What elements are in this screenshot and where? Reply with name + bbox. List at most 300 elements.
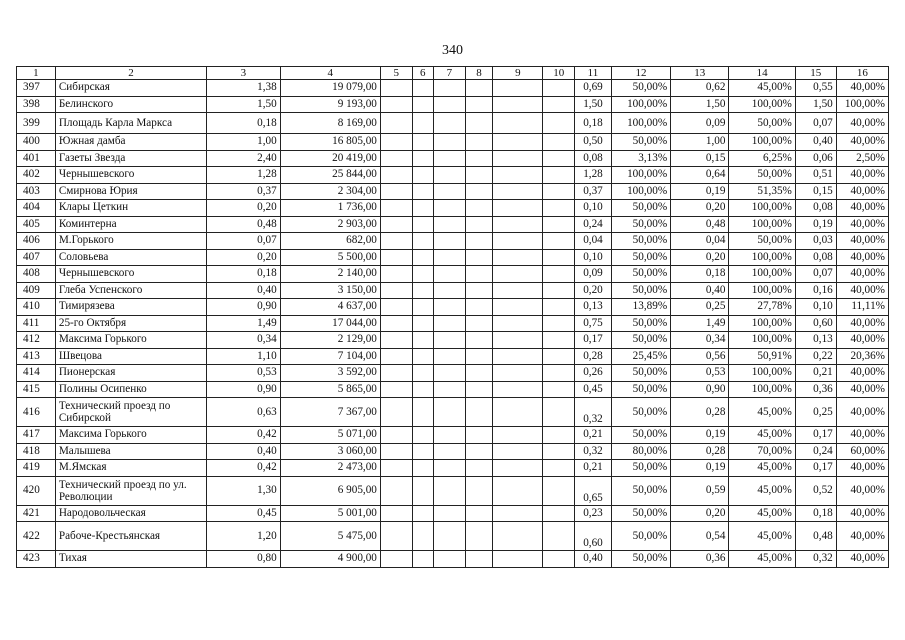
col-10-cell xyxy=(543,332,575,349)
col-14-cell: 100,00% xyxy=(729,332,795,349)
col-5-cell xyxy=(380,365,412,382)
col-5-cell xyxy=(380,381,412,398)
col-13-cell: 0,20 xyxy=(671,505,729,522)
col-6-cell xyxy=(412,348,433,365)
col-6-cell xyxy=(412,332,433,349)
col-3-cell: 0,18 xyxy=(207,266,281,283)
col-5-cell xyxy=(380,398,412,427)
col-10-cell xyxy=(543,460,575,477)
row-number-cell: 419 xyxy=(17,460,56,477)
col-8-cell xyxy=(465,80,493,97)
table-row xyxy=(17,315,889,332)
col-12-cell: 50,00% xyxy=(611,266,670,283)
col-4-cell: 4 637,00 xyxy=(280,299,380,316)
table-row xyxy=(17,460,889,477)
data-table xyxy=(16,66,889,568)
col-6-cell xyxy=(412,476,433,505)
column-header-4: 4 xyxy=(280,67,380,80)
row-number-cell: 420 xyxy=(17,476,56,505)
column-header-8: 8 xyxy=(465,67,493,80)
row-number-cell: 403 xyxy=(17,183,56,200)
row-number-cell: 397 xyxy=(17,80,56,97)
col-12-cell: 100,00% xyxy=(611,167,670,184)
col-4-cell: 5 475,00 xyxy=(280,522,380,551)
col-13-cell: 0,20 xyxy=(671,249,729,266)
col-13-cell: 0,28 xyxy=(671,398,729,427)
col-7-cell xyxy=(434,443,466,460)
col-8-cell xyxy=(465,522,493,551)
column-header-11: 11 xyxy=(575,67,612,80)
col-15-cell: 0,07 xyxy=(795,266,836,283)
col-3-cell: 1,28 xyxy=(207,167,281,184)
col-4-cell: 7 367,00 xyxy=(280,398,380,427)
col-4-cell: 2 473,00 xyxy=(280,460,380,477)
col-13-cell: 0,90 xyxy=(671,381,729,398)
col-7-cell xyxy=(434,381,466,398)
column-header-6: 6 xyxy=(412,67,433,80)
street-name-cell: Газеты Звезда xyxy=(55,150,206,167)
col-4-cell: 8 169,00 xyxy=(280,113,380,134)
col-5-cell xyxy=(380,476,412,505)
col-10-cell xyxy=(543,167,575,184)
col-12-cell: 50,00% xyxy=(611,381,670,398)
col-7-cell xyxy=(434,299,466,316)
col-13-cell: 0,25 xyxy=(671,299,729,316)
col-9-cell xyxy=(493,505,543,522)
table-row xyxy=(17,113,889,134)
col-15-cell: 0,25 xyxy=(795,398,836,427)
col-16-cell: 40,00% xyxy=(836,332,888,349)
col-13-cell: 0,28 xyxy=(671,443,729,460)
street-name-cell: Малышева xyxy=(55,443,206,460)
col-8-cell xyxy=(465,96,493,113)
col-13-cell: 0,40 xyxy=(671,282,729,299)
col-11-cell: 0,21 xyxy=(575,427,612,444)
col-10-cell xyxy=(543,398,575,427)
table-row xyxy=(17,183,889,200)
row-number-cell: 422 xyxy=(17,522,56,551)
col-3-cell: 0,48 xyxy=(207,216,281,233)
col-15-cell: 0,17 xyxy=(795,427,836,444)
col-11-cell: 0,32 xyxy=(575,443,612,460)
column-header-15: 15 xyxy=(795,67,836,80)
col-8-cell xyxy=(465,551,493,568)
column-header-12: 12 xyxy=(611,67,670,80)
col-10-cell xyxy=(543,216,575,233)
col-8-cell xyxy=(465,134,493,151)
street-name-cell: М.Ямская xyxy=(55,460,206,477)
col-3-cell: 1,50 xyxy=(207,96,281,113)
col-15-cell: 0,55 xyxy=(795,80,836,97)
col-9-cell xyxy=(493,551,543,568)
col-6-cell xyxy=(412,233,433,250)
col-16-cell: 40,00% xyxy=(836,183,888,200)
street-name-cell: Смирнова Юрия xyxy=(55,183,206,200)
street-name-cell: Технический проезд по ул. Революции xyxy=(55,476,206,505)
col-14-cell: 100,00% xyxy=(729,365,795,382)
col-4-cell: 17 044,00 xyxy=(280,315,380,332)
row-number-cell: 399 xyxy=(17,113,56,134)
col-3-cell: 0,63 xyxy=(207,398,281,427)
col-14-cell: 45,00% xyxy=(729,427,795,444)
col-7-cell xyxy=(434,348,466,365)
street-name-cell: Максима Горького xyxy=(55,427,206,444)
col-16-cell: 40,00% xyxy=(836,167,888,184)
col-6-cell xyxy=(412,266,433,283)
street-name-cell: Коминтерна xyxy=(55,216,206,233)
table-row xyxy=(17,200,889,217)
col-15-cell: 0,08 xyxy=(795,200,836,217)
col-16-cell: 40,00% xyxy=(836,427,888,444)
col-4-cell: 9 193,00 xyxy=(280,96,380,113)
col-8-cell xyxy=(465,427,493,444)
col-16-cell: 2,50% xyxy=(836,150,888,167)
col-13-cell: 0,18 xyxy=(671,266,729,283)
col-13-cell: 0,64 xyxy=(671,167,729,184)
col-3-cell: 0,40 xyxy=(207,282,281,299)
col-8-cell xyxy=(465,460,493,477)
col-8-cell xyxy=(465,332,493,349)
col-16-cell: 40,00% xyxy=(836,282,888,299)
col-8-cell xyxy=(465,113,493,134)
col-12-cell: 50,00% xyxy=(611,460,670,477)
col-11-cell: 0,75 xyxy=(575,315,612,332)
col-6-cell xyxy=(412,150,433,167)
col-7-cell xyxy=(434,282,466,299)
col-6-cell xyxy=(412,460,433,477)
column-header-1: 1 xyxy=(17,67,56,80)
col-11-cell: 0,69 xyxy=(575,80,612,97)
col-5-cell xyxy=(380,113,412,134)
col-8-cell xyxy=(465,183,493,200)
col-16-cell: 40,00% xyxy=(836,381,888,398)
col-13-cell: 1,49 xyxy=(671,315,729,332)
col-15-cell: 0,60 xyxy=(795,315,836,332)
col-12-cell: 80,00% xyxy=(611,443,670,460)
col-11-cell: 0,10 xyxy=(575,200,612,217)
col-3-cell: 0,20 xyxy=(207,200,281,217)
col-6-cell xyxy=(412,299,433,316)
col-12-cell: 50,00% xyxy=(611,134,670,151)
row-number-cell: 408 xyxy=(17,266,56,283)
col-12-cell: 100,00% xyxy=(611,183,670,200)
col-13-cell: 0,19 xyxy=(671,183,729,200)
col-3-cell: 0,07 xyxy=(207,233,281,250)
col-9-cell xyxy=(493,427,543,444)
col-11-cell: 0,26 xyxy=(575,365,612,382)
col-16-cell: 40,00% xyxy=(836,505,888,522)
col-11-cell: 0,60 xyxy=(575,522,612,551)
col-9-cell xyxy=(493,315,543,332)
col-6-cell xyxy=(412,443,433,460)
col-10-cell xyxy=(543,249,575,266)
column-header-14: 14 xyxy=(729,67,795,80)
col-13-cell: 0,15 xyxy=(671,150,729,167)
col-10-cell xyxy=(543,134,575,151)
col-9-cell xyxy=(493,200,543,217)
row-number-cell: 412 xyxy=(17,332,56,349)
col-3-cell: 0,90 xyxy=(207,299,281,316)
col-7-cell xyxy=(434,522,466,551)
col-11-cell: 0,65 xyxy=(575,476,612,505)
row-number-cell: 417 xyxy=(17,427,56,444)
row-number-cell: 409 xyxy=(17,282,56,299)
col-10-cell xyxy=(543,150,575,167)
row-number-cell: 406 xyxy=(17,233,56,250)
col-14-cell: 100,00% xyxy=(729,200,795,217)
col-9-cell xyxy=(493,134,543,151)
col-12-cell: 50,00% xyxy=(611,233,670,250)
col-9-cell xyxy=(493,476,543,505)
table-row xyxy=(17,80,889,97)
col-12-cell: 50,00% xyxy=(611,315,670,332)
col-16-cell: 40,00% xyxy=(836,134,888,151)
col-10-cell xyxy=(543,427,575,444)
col-15-cell: 0,36 xyxy=(795,381,836,398)
col-12-cell: 100,00% xyxy=(611,113,670,134)
col-4-cell: 2 129,00 xyxy=(280,332,380,349)
col-15-cell: 0,52 xyxy=(795,476,836,505)
col-16-cell: 40,00% xyxy=(836,398,888,427)
col-15-cell: 0,24 xyxy=(795,443,836,460)
col-13-cell: 0,53 xyxy=(671,365,729,382)
col-10-cell xyxy=(543,200,575,217)
col-11-cell: 0,10 xyxy=(575,249,612,266)
col-10-cell xyxy=(543,233,575,250)
col-9-cell xyxy=(493,365,543,382)
street-name-cell: Чернышевского xyxy=(55,266,206,283)
col-14-cell: 50,00% xyxy=(729,113,795,134)
col-6-cell xyxy=(412,505,433,522)
table-row xyxy=(17,216,889,233)
col-16-cell: 40,00% xyxy=(836,460,888,477)
street-name-cell: Соловьева xyxy=(55,249,206,266)
table-row xyxy=(17,134,889,151)
table-row xyxy=(17,427,889,444)
col-11-cell: 0,21 xyxy=(575,460,612,477)
col-7-cell xyxy=(434,476,466,505)
col-14-cell: 70,00% xyxy=(729,443,795,460)
col-7-cell xyxy=(434,150,466,167)
row-number-cell: 421 xyxy=(17,505,56,522)
col-4-cell: 16 805,00 xyxy=(280,134,380,151)
col-3-cell: 0,42 xyxy=(207,427,281,444)
row-number-cell: 413 xyxy=(17,348,56,365)
col-15-cell: 0,15 xyxy=(795,183,836,200)
col-7-cell xyxy=(434,80,466,97)
col-6-cell xyxy=(412,249,433,266)
col-13-cell: 0,04 xyxy=(671,233,729,250)
street-name-cell: Тимирязева xyxy=(55,299,206,316)
col-13-cell: 0,56 xyxy=(671,348,729,365)
col-7-cell xyxy=(434,249,466,266)
col-16-cell: 40,00% xyxy=(836,315,888,332)
street-name-cell: Чернышевского xyxy=(55,167,206,184)
col-8-cell xyxy=(465,282,493,299)
col-10-cell xyxy=(543,348,575,365)
col-4-cell: 3 150,00 xyxy=(280,282,380,299)
col-10-cell xyxy=(543,522,575,551)
col-4-cell: 2 140,00 xyxy=(280,266,380,283)
table-row xyxy=(17,249,889,266)
col-3-cell: 1,10 xyxy=(207,348,281,365)
col-16-cell: 40,00% xyxy=(836,113,888,134)
col-6-cell xyxy=(412,398,433,427)
col-4-cell: 5 865,00 xyxy=(280,381,380,398)
col-6-cell xyxy=(412,216,433,233)
col-10-cell xyxy=(543,476,575,505)
street-name-cell: Белинского xyxy=(55,96,206,113)
col-3-cell: 1,00 xyxy=(207,134,281,151)
col-16-cell: 40,00% xyxy=(836,551,888,568)
col-8-cell xyxy=(465,476,493,505)
col-12-cell: 25,45% xyxy=(611,348,670,365)
col-10-cell xyxy=(543,365,575,382)
col-12-cell: 50,00% xyxy=(611,365,670,382)
col-15-cell: 0,18 xyxy=(795,505,836,522)
col-4-cell: 2 903,00 xyxy=(280,216,380,233)
col-6-cell xyxy=(412,167,433,184)
col-15-cell: 0,40 xyxy=(795,134,836,151)
table-row xyxy=(17,266,889,283)
col-7-cell xyxy=(434,266,466,283)
col-9-cell xyxy=(493,167,543,184)
row-number-cell: 401 xyxy=(17,150,56,167)
col-14-cell: 45,00% xyxy=(729,460,795,477)
col-7-cell xyxy=(434,134,466,151)
col-10-cell xyxy=(543,315,575,332)
col-11-cell: 0,13 xyxy=(575,299,612,316)
col-7-cell xyxy=(434,398,466,427)
street-name-cell: 25-го Октября xyxy=(55,315,206,332)
col-16-cell: 40,00% xyxy=(836,249,888,266)
col-8-cell xyxy=(465,249,493,266)
col-14-cell: 100,00% xyxy=(729,249,795,266)
col-10-cell xyxy=(543,113,575,134)
col-10-cell xyxy=(543,266,575,283)
col-13-cell: 0,62 xyxy=(671,80,729,97)
col-13-cell: 0,48 xyxy=(671,216,729,233)
col-10-cell xyxy=(543,183,575,200)
row-number-cell: 410 xyxy=(17,299,56,316)
col-12-cell: 50,00% xyxy=(611,551,670,568)
street-name-cell: Глеба Успенского xyxy=(55,282,206,299)
col-9-cell xyxy=(493,266,543,283)
col-10-cell xyxy=(543,282,575,299)
street-name-cell: Клары Цеткин xyxy=(55,200,206,217)
col-7-cell xyxy=(434,505,466,522)
table-row xyxy=(17,381,889,398)
col-5-cell xyxy=(380,183,412,200)
street-name-cell: Технический проезд по Сибирской xyxy=(55,398,206,427)
col-12-cell: 50,00% xyxy=(611,249,670,266)
street-name-cell: Площадь Карла Маркса xyxy=(55,113,206,134)
col-13-cell: 1,50 xyxy=(671,96,729,113)
col-7-cell xyxy=(434,365,466,382)
table-row xyxy=(17,150,889,167)
col-12-cell: 100,00% xyxy=(611,96,670,113)
col-3-cell: 0,34 xyxy=(207,332,281,349)
col-14-cell: 45,00% xyxy=(729,551,795,568)
col-9-cell xyxy=(493,460,543,477)
col-5-cell xyxy=(380,233,412,250)
col-14-cell: 50,91% xyxy=(729,348,795,365)
col-4-cell: 1 736,00 xyxy=(280,200,380,217)
street-name-cell: Максима Горького xyxy=(55,332,206,349)
col-3-cell: 0,53 xyxy=(207,365,281,382)
col-14-cell: 45,00% xyxy=(729,505,795,522)
col-5-cell xyxy=(380,96,412,113)
col-9-cell xyxy=(493,80,543,97)
col-12-cell: 50,00% xyxy=(611,427,670,444)
col-15-cell: 0,13 xyxy=(795,332,836,349)
table-row xyxy=(17,398,889,427)
col-16-cell: 40,00% xyxy=(836,266,888,283)
col-6-cell xyxy=(412,200,433,217)
col-14-cell: 27,78% xyxy=(729,299,795,316)
col-11-cell: 0,09 xyxy=(575,266,612,283)
col-12-cell: 3,13% xyxy=(611,150,670,167)
col-10-cell xyxy=(543,381,575,398)
col-13-cell: 0,19 xyxy=(671,427,729,444)
col-3-cell: 1,38 xyxy=(207,80,281,97)
col-10-cell xyxy=(543,96,575,113)
col-11-cell: 1,50 xyxy=(575,96,612,113)
row-number-cell: 407 xyxy=(17,249,56,266)
col-5-cell xyxy=(380,427,412,444)
col-5-cell xyxy=(380,315,412,332)
col-5-cell xyxy=(380,505,412,522)
col-12-cell: 50,00% xyxy=(611,522,670,551)
col-8-cell xyxy=(465,167,493,184)
col-5-cell xyxy=(380,80,412,97)
col-6-cell xyxy=(412,80,433,97)
col-9-cell xyxy=(493,233,543,250)
col-16-cell: 40,00% xyxy=(836,476,888,505)
col-15-cell: 0,03 xyxy=(795,233,836,250)
col-8-cell xyxy=(465,200,493,217)
col-15-cell: 0,07 xyxy=(795,113,836,134)
col-8-cell xyxy=(465,443,493,460)
col-16-cell: 60,00% xyxy=(836,443,888,460)
col-11-cell: 0,18 xyxy=(575,113,612,134)
street-name-cell: Тихая xyxy=(55,551,206,568)
col-6-cell xyxy=(412,315,433,332)
col-11-cell: 1,28 xyxy=(575,167,612,184)
col-14-cell: 100,00% xyxy=(729,282,795,299)
row-number-cell: 415 xyxy=(17,381,56,398)
col-11-cell: 0,45 xyxy=(575,381,612,398)
col-10-cell xyxy=(543,299,575,316)
street-name-cell: Рабоче-Крестьянская xyxy=(55,522,206,551)
col-12-cell: 50,00% xyxy=(611,216,670,233)
col-8-cell xyxy=(465,381,493,398)
col-4-cell: 6 905,00 xyxy=(280,476,380,505)
col-11-cell: 0,20 xyxy=(575,282,612,299)
col-15-cell: 0,22 xyxy=(795,348,836,365)
col-13-cell: 0,36 xyxy=(671,551,729,568)
col-5-cell xyxy=(380,249,412,266)
col-9-cell xyxy=(493,113,543,134)
street-name-cell: Швецова xyxy=(55,348,206,365)
col-9-cell xyxy=(493,282,543,299)
col-3-cell: 0,45 xyxy=(207,505,281,522)
col-11-cell: 0,50 xyxy=(575,134,612,151)
column-header-9: 9 xyxy=(493,67,543,80)
col-3-cell: 1,20 xyxy=(207,522,281,551)
column-header-13: 13 xyxy=(671,67,729,80)
col-13-cell: 1,00 xyxy=(671,134,729,151)
